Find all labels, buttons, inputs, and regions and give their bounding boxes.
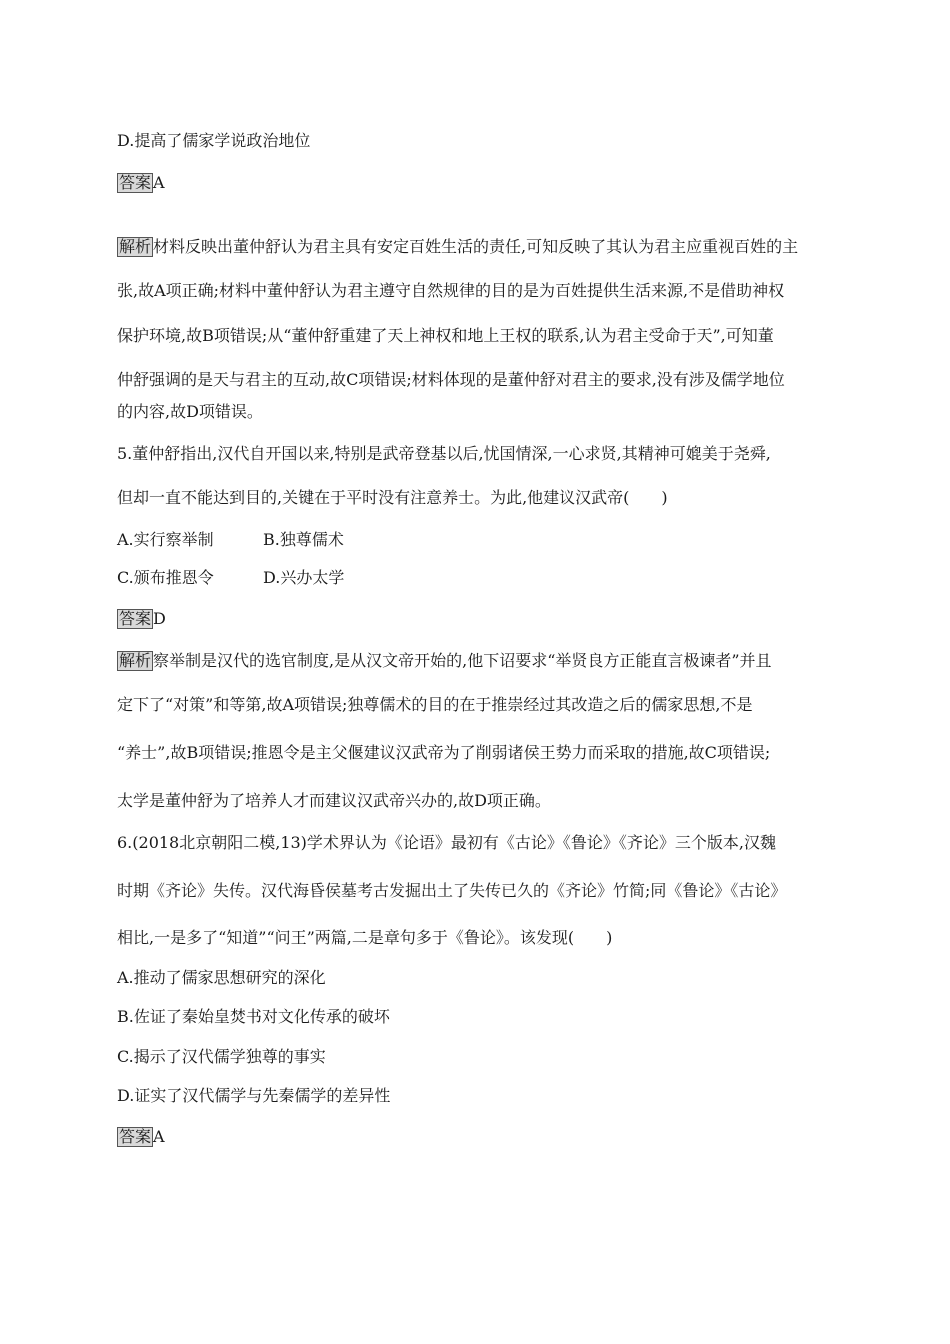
q4-option-d: D.提高了儒家学说政治地位 bbox=[117, 131, 311, 150]
q5-stem-line-2: 但却一直不能达到目的,关键在于平时没有注意养士。为此,他建议汉武帝( ) bbox=[117, 488, 668, 507]
q5-analysis-line-2: 定下了“对策”和等第,故A项错误;独尊儒术的目的在于推崇经过其改造之后的儒家思想,不是 bbox=[117, 695, 753, 714]
q5-analysis-line-1 bbox=[117, 650, 772, 672]
q6-stem-line-3: 相比,一是多了“知道”“问王”两篇,二是章句多于《鲁论》。该发现( ) bbox=[117, 928, 613, 947]
answer-value: D bbox=[153, 609, 166, 628]
q6-stem-line-2: 时期《齐论》失传。汉代海昏侯墓考古发掘出土了失传已久的《齐论》竹简;同《鲁论》《古论》 bbox=[117, 881, 787, 900]
q4-analysis-line-2: 张,故A项正确;材料中董仲舒认为君主遵守自然规律的目的是为百姓提供生活来源,不是借助神权 bbox=[117, 281, 785, 300]
analysis-badge: 解析 bbox=[119, 651, 152, 670]
q6-option-b: B.佐证了秦始皇焚书对文化传承的破坏 bbox=[117, 1007, 390, 1026]
q4-analysis-line-1 bbox=[117, 236, 798, 258]
q5-option-a: A.实行察举制 bbox=[117, 530, 214, 549]
q5-answer bbox=[117, 608, 166, 630]
answer-value: A bbox=[153, 1127, 165, 1146]
answer-badge: 答案 bbox=[119, 609, 152, 628]
analysis-text: 材料反映出董仲舒认为君主具有安定百姓生活的责任,可知反映了其认为君主应重视百姓的主 bbox=[153, 237, 799, 256]
q5-stem-line-1: 5.董仲舒指出,汉代自开国以来,特别是武帝登基以后,忧国情深,一心求贤,其精神可媲美于尧舜, bbox=[117, 444, 771, 463]
q4-analysis-line-3: 保护环境,故B项错误;从“董仲舒重建了天上神权和地上王权的联系,认为君主受命于天”,可知董 bbox=[117, 326, 774, 345]
q6-option-c: C.揭示了汉代儒学独尊的事实 bbox=[117, 1047, 326, 1066]
answer-value: A bbox=[153, 173, 165, 192]
q4-analysis-line-5: 的内容,故D项错误。 bbox=[117, 402, 263, 421]
answer-badge: 答案 bbox=[119, 1127, 152, 1146]
analysis-text: 察举制是汉代的选官制度,是从汉文帝开始的,他下诏要求“举贤良方正能直言极谏者”并且 bbox=[153, 651, 772, 670]
q5-option-d: D.兴办太学 bbox=[263, 568, 345, 587]
q4-answer bbox=[117, 172, 165, 194]
q4-analysis-line-4: 仲舒强调的是天与君主的互动,故C项错误;材料体现的是董仲舒对君主的要求,没有涉及儒学地位 bbox=[117, 370, 785, 389]
answer-badge: 答案 bbox=[119, 173, 152, 192]
q6-option-a: A.推动了儒家思想研究的深化 bbox=[117, 968, 326, 987]
q6-answer bbox=[117, 1126, 165, 1148]
q5-analysis-line-4: 太学是董仲舒为了培养人才而建议汉武帝兴办的,故D项正确。 bbox=[117, 791, 551, 810]
q5-analysis-line-3: “养士”,故B项错误;推恩令是主父偃建议汉武帝为了削弱诸侯王势力而采取的措施,故C项错误; bbox=[117, 743, 771, 762]
q6-stem-line-1: 6.(2018北京朝阳二模,13)学术界认为《论语》最初有《古论》《鲁论》《齐论》三个版本,汉魏 bbox=[117, 833, 777, 852]
q5-option-c: C.颁布推恩令 bbox=[117, 568, 214, 587]
q6-option-d: D.证实了汉代儒学与先秦儒学的差异性 bbox=[117, 1086, 391, 1105]
q5-option-b: B.独尊儒术 bbox=[263, 530, 344, 549]
analysis-badge: 解析 bbox=[119, 237, 152, 256]
